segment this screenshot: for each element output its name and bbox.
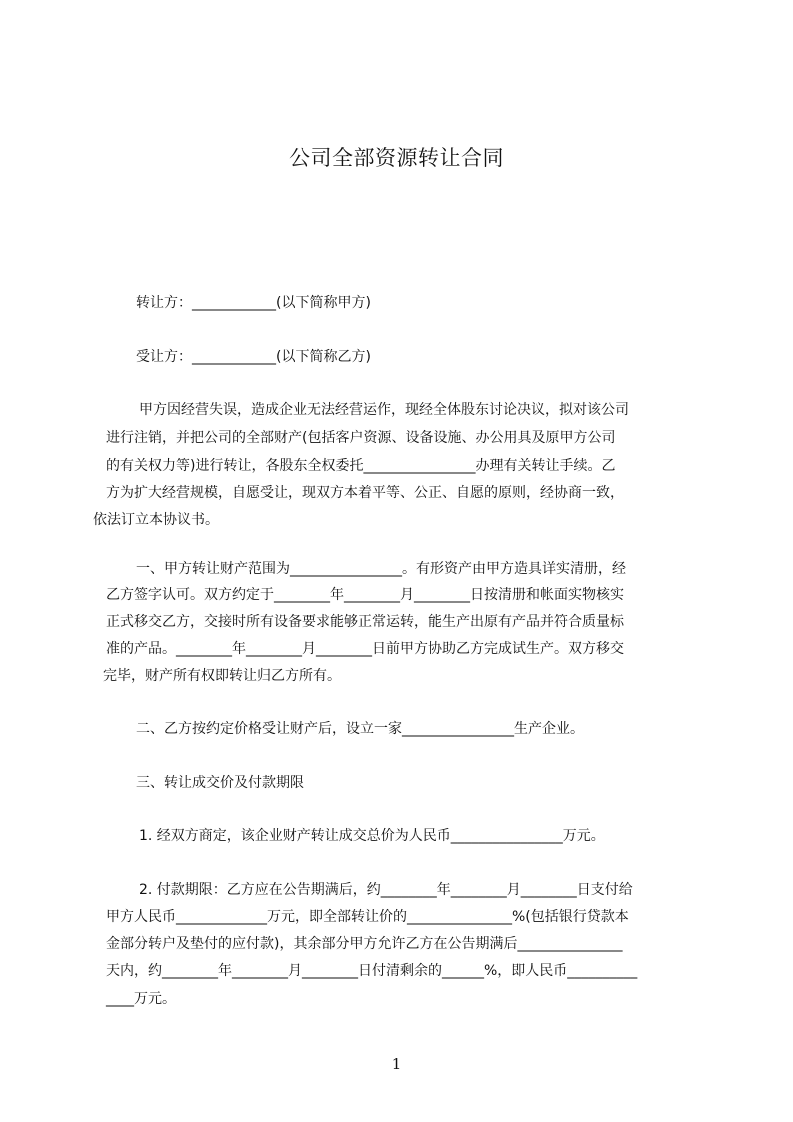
clause-3-item-2: 甲方人民币_____________万元，即全部转让价的_______________%(包括银行贷款本 — [106, 909, 629, 925]
contract-title: 公司全部资源转让合同 — [289, 146, 504, 170]
preamble-line: 甲方因经营失误，造成企业无法经营运作，现经全体股东讨论决议，拟对该公司 — [139, 402, 629, 418]
clause-3-item-2: 金部分转户及垫付的应付款)，其余部分甲方允许乙方在公告期满后_______________ — [106, 936, 623, 952]
clause-3-item-2: 天内，约________年________月________日付清剩余的______%，即人民币__________ — [106, 963, 638, 979]
clause-1-line: 一、甲方转让财产范围为________________。有形资产由甲方造具详实清册，经 — [136, 561, 626, 577]
clause-1-line: 完毕，财产所有权即转让归乙方所有。 — [103, 668, 341, 684]
clause-1-line: 准的产品。________年________月________日前甲方协助乙方完成试生产。双方移交 — [106, 641, 624, 657]
clause-3-item-2: ____万元。 — [106, 991, 176, 1007]
preamble-line: 依法订立本协议书。 — [93, 512, 219, 528]
preamble-line: 进行注销，并把公司的全部财产(包括客户资源、设备设施、办公用具及原甲方公司 — [106, 430, 616, 446]
clause-1-line: 正式移交乙方，交接时所有设备要求能够正常运转，能生产出原有产品并符合质量标 — [106, 614, 624, 630]
clause-3-item-2: 2. 付款期限：乙方应在公告期满后，约________年________月________日支付给 — [139, 882, 633, 898]
transferor-line: 转让方：____________(以下简称甲方) — [136, 295, 371, 311]
clause-2-line: 二、乙方按约定价格受让财产后，设立一家________________生产企业。 — [136, 721, 584, 737]
clause-3-heading: 三、转让成交价及付款期限 — [136, 775, 304, 791]
preamble-line: 方为扩大经营规模，自愿受让，现双方本着平等、公正、自愿的原则，经协商一致， — [106, 485, 624, 501]
transferee-line: 受让方：____________(以下简称乙方) — [136, 349, 371, 365]
page-number: 1 — [391, 1055, 402, 1073]
preamble-line: 的有关权力等)进行转让，各股东全权委托________________办理有关转让手续。乙 — [106, 458, 616, 474]
clause-1-line: 乙方签字认可。双方约定于________年________月________日按清册和帐面实物核实 — [106, 587, 624, 603]
clause-3-item-1: 1. 经双方商定，该企业财产转让成交总价为人民币________________万元。 — [139, 828, 605, 844]
